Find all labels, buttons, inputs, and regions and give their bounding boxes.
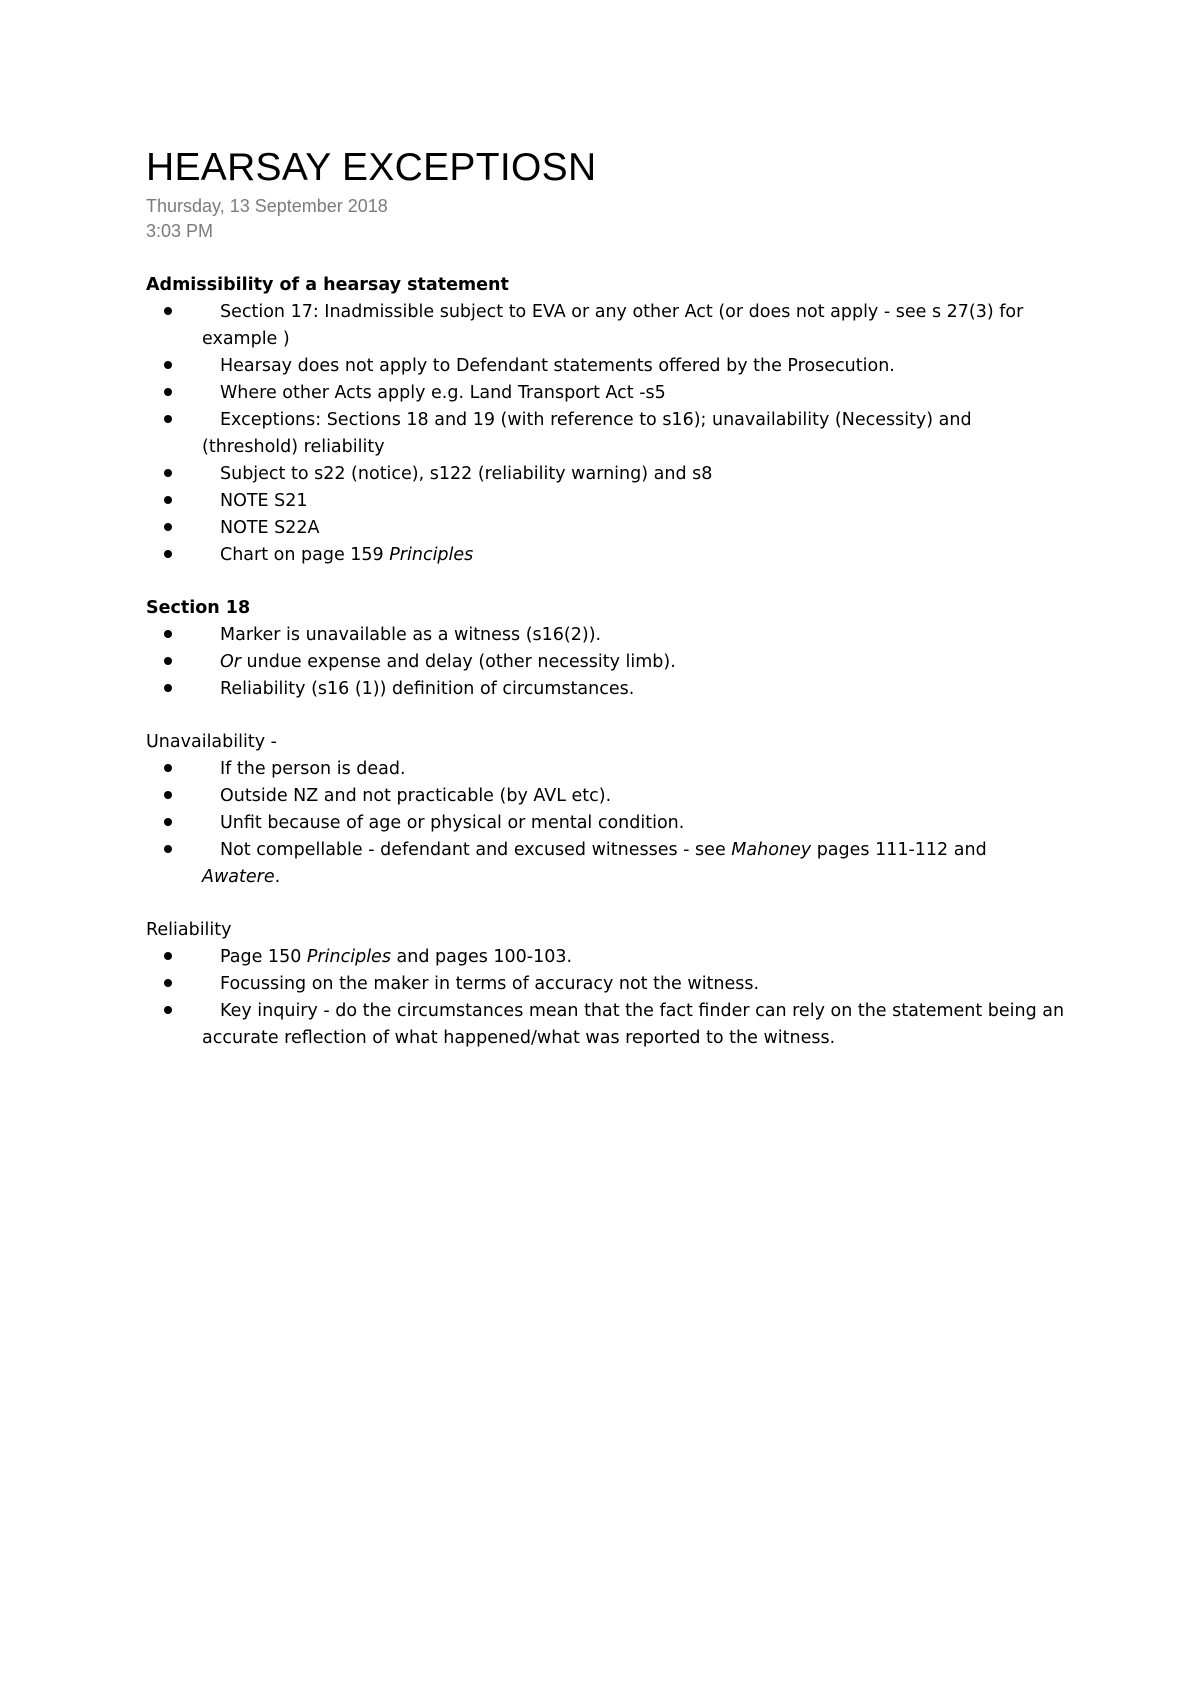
bullet-icon (164, 415, 172, 423)
list-item-emphasis: Or (220, 652, 241, 672)
list-item (146, 461, 1066, 488)
list-item-text: If the person is dead. (220, 759, 406, 779)
list-item-text: and pages 100-103. (390, 947, 573, 967)
list-item (146, 837, 1066, 891)
bullet-icon (164, 550, 172, 558)
list-item (146, 380, 1066, 407)
bullet-list (146, 299, 1066, 569)
bullet-icon (164, 684, 172, 692)
section (146, 917, 1066, 1052)
note-content (146, 142, 1066, 1052)
list-item-text: undue expense and delay (other necessity limb). (240, 652, 676, 672)
bullet-icon (164, 764, 172, 772)
list-item (146, 810, 1066, 837)
section-heading: Admissibility of a hearsay statement (146, 275, 509, 295)
list-item-text: Chart on page 159 (220, 545, 390, 565)
bullet-icon (164, 469, 172, 477)
list-item-text: pages 111-112 and (811, 840, 987, 860)
bullet-icon (164, 979, 172, 987)
bullet-icon (164, 523, 172, 531)
list-item-text: Section 17: Inadmissible subject to EVA or any other Act (or does not apply - see s 27(3) for example ) (202, 302, 1024, 349)
list-item (146, 944, 1066, 971)
bullet-icon (164, 630, 172, 638)
section (146, 729, 1066, 891)
bullet-icon (164, 388, 172, 396)
bullet-list (146, 622, 1066, 703)
list-item-text: . (274, 867, 281, 887)
list-item (146, 971, 1066, 998)
list-item-text: Not compellable - defendant and excused witnesses - see (220, 840, 732, 860)
section-heading: Unavailability - (146, 732, 277, 752)
bullet-icon (164, 657, 172, 665)
section (146, 595, 1066, 703)
bullet-list (146, 944, 1066, 1052)
bullet-icon (164, 845, 172, 853)
bullet-icon (164, 361, 172, 369)
sections-container (146, 272, 1066, 1052)
list-item-text: NOTE S22A (220, 518, 320, 538)
list-item (146, 542, 1066, 569)
list-item-text: Hearsay does not apply to Defendant statements offered by the Prosecution. (220, 356, 895, 376)
bullet-icon (164, 496, 172, 504)
list-item (146, 756, 1066, 783)
bullet-list (146, 756, 1066, 891)
list-item (146, 622, 1066, 649)
list-item-text: Unfit because of age or physical or mental condition. (220, 813, 685, 833)
list-item (146, 407, 1066, 461)
list-item-emphasis: Awatere (202, 867, 275, 887)
bullet-icon (164, 307, 172, 315)
list-item-text: Key inquiry - do the circumstances mean that the fact finder can rely on the statement being an accurate reflection of what happened/what was reported to the witness. (202, 1001, 1065, 1048)
list-item-emphasis: Principles (306, 947, 391, 967)
page-title: HEARSAY EXCEPTIOSN (146, 146, 597, 189)
section (146, 272, 1066, 569)
list-item-text: Subject to s22 (notice), s122 (reliability warning) and s8 (220, 464, 713, 484)
list-item (146, 649, 1066, 676)
list-item-text: NOTE S21 (220, 491, 308, 511)
list-item (146, 783, 1066, 810)
section-heading: Section 18 (146, 598, 251, 618)
bullet-icon (164, 1006, 172, 1014)
list-item (146, 488, 1066, 515)
list-item (146, 515, 1066, 542)
list-item-text: Exceptions: Sections 18 and 19 (with reference to s16); unavailability (Necessity) and (threshold) reliability (202, 410, 972, 457)
list-item (146, 998, 1066, 1052)
note-date: Thursday, 13 September 2018 (146, 196, 388, 216)
list-item-emphasis: Mahoney (731, 840, 812, 860)
list-item-text: Marker is unavailable as a witness (s16(2)). (220, 625, 602, 645)
list-item (146, 299, 1066, 353)
bullet-icon (164, 952, 172, 960)
list-item-emphasis: Principles (389, 545, 474, 565)
list-item (146, 353, 1066, 380)
list-item-text: Outside NZ and not practicable (by AVL etc). (220, 786, 612, 806)
section-heading: Reliability (146, 920, 232, 940)
note-time: 3:03 PM (146, 221, 214, 241)
list-item-text: Page 150 (220, 947, 307, 967)
list-item-text: Reliability (s16 (1)) definition of circumstances. (220, 679, 635, 699)
bullet-icon (164, 818, 172, 826)
list-item-text: Focussing on the maker in terms of accuracy not the witness. (220, 974, 760, 994)
list-item (146, 676, 1066, 703)
list-item-text: Where other Acts apply e.g. Land Transport Act -s5 (220, 383, 666, 403)
bullet-icon (164, 791, 172, 799)
